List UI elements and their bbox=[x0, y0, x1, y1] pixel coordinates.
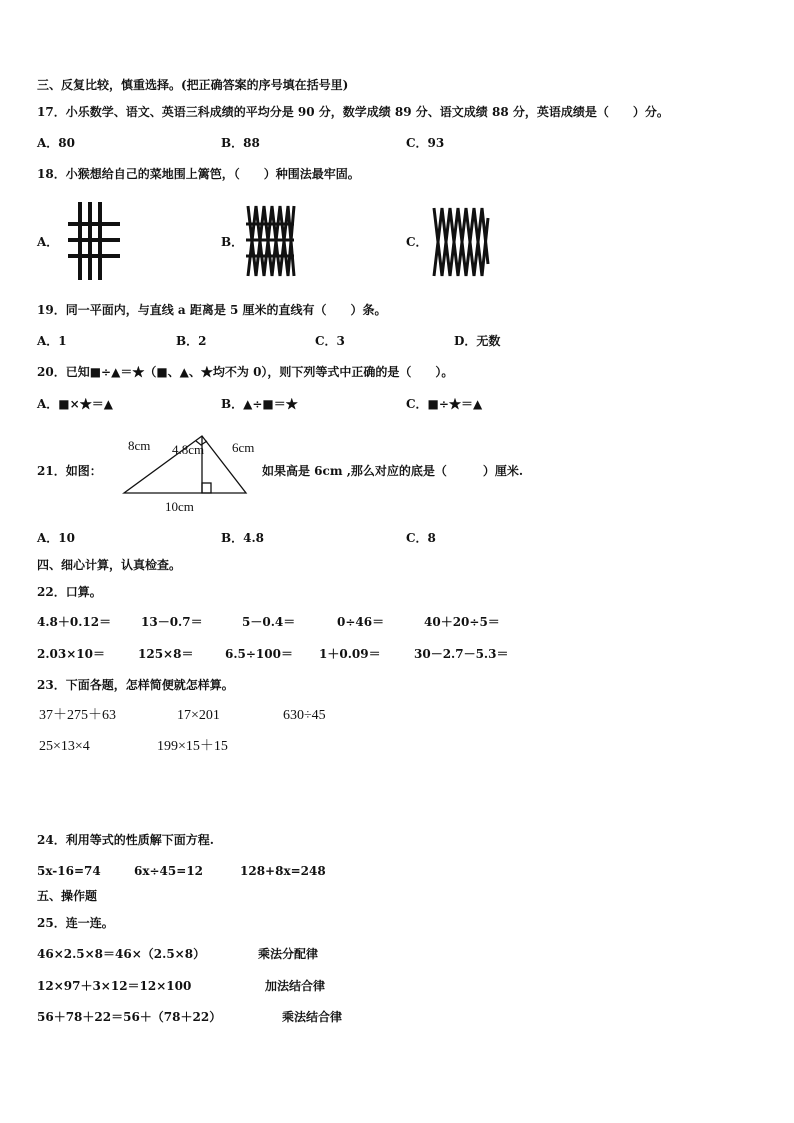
q23-item: 17×201 bbox=[177, 708, 220, 723]
q25-right-item: 乘法结合律 bbox=[282, 1010, 343, 1024]
q20-option-b: B．▲÷■＝★ bbox=[221, 397, 298, 411]
q20-option-c: C．■÷★＝▲ bbox=[406, 397, 483, 411]
triangle-base-label: 10cm bbox=[165, 499, 194, 514]
q25-right-item: 乘法分配律 bbox=[258, 947, 319, 961]
section3-heading: 三、反复比较，慎重选择。(把正确答案的序号填在括号里) bbox=[37, 78, 349, 92]
q24-title: 24．利用等式的性质解下面方程. bbox=[37, 833, 214, 847]
q22-item: 2.03×10＝ bbox=[37, 647, 105, 661]
q20-stem: 20．已知■÷▲＝★（■、▲、★均不为 0），则下列等式中正确的是（ ）。 bbox=[37, 365, 454, 379]
q22-item: 4.8＋0.12＝ bbox=[37, 615, 112, 629]
q18-option-a: A． bbox=[37, 235, 59, 249]
q25-right-item: 加法结合律 bbox=[265, 979, 326, 993]
q21-option-a: A．10 bbox=[37, 531, 76, 545]
q20-option-a: A．■×★＝▲ bbox=[37, 397, 113, 411]
q22-item: 125×8＝ bbox=[138, 647, 194, 661]
q18-stem: 18．小猴想给自己的菜地围上篱笆，（ ）种围法最牢固。 bbox=[37, 167, 360, 181]
fence-grid-image bbox=[62, 200, 124, 282]
q17-option-a: A．80 bbox=[37, 136, 76, 150]
q21-option-b: B．4.8 bbox=[221, 531, 265, 545]
q25-left-item: 56＋78＋22＝56＋（78＋22） bbox=[37, 1010, 222, 1024]
q23-title: 23．下面各题，怎样简便就怎样算。 bbox=[37, 678, 234, 692]
q25-left-item: 46×2.5×8＝46×（2.5×8） bbox=[37, 947, 206, 961]
q21-option-c: C．8 bbox=[406, 531, 436, 545]
q22-item: 6.5÷100＝ bbox=[225, 647, 293, 661]
q21-prefix: 21．如图： bbox=[37, 464, 102, 478]
q17-stem: 17．小乐数学、语文、英语三科成绩的平均分是 90 分，数学成绩 89 分、语文成绩 88 分，英语成绩是（ ）分。 bbox=[37, 105, 669, 119]
q24-item: 5x-16=74 bbox=[37, 864, 101, 878]
q22-item: 30－2.7－5.3＝ bbox=[414, 647, 509, 661]
q25-title: 25．连一连。 bbox=[37, 916, 114, 930]
q25-left-item: 12×97＋3×12＝12×100 bbox=[37, 979, 192, 993]
q22-title: 22．口算。 bbox=[37, 585, 102, 599]
q17-option-c: C．93 bbox=[406, 136, 445, 150]
q19-option-c: C．3 bbox=[315, 334, 345, 348]
q18-option-b: B． bbox=[221, 235, 244, 249]
q19-stem: 19．同一平面内，与直线 a 距离是 5 厘米的直线有（ ）条。 bbox=[37, 303, 387, 317]
q23-item: 25×13×4 bbox=[39, 739, 90, 754]
q24-item: 128+8x=248 bbox=[240, 864, 326, 878]
triangle-height-label: 4.8cm bbox=[172, 442, 205, 457]
section4-heading: 四、细心计算，认真检查。 bbox=[37, 558, 182, 572]
q21-suffix: 如果高是 6cm ,那么对应的底是（ ）厘米. bbox=[262, 464, 524, 478]
section5-heading: 五、操作题 bbox=[37, 889, 98, 903]
q18-option-c: C． bbox=[406, 235, 428, 249]
q19-option-a: A．1 bbox=[37, 334, 67, 348]
q23-item: 630÷45 bbox=[283, 708, 326, 723]
q23-item: 37＋275＋63 bbox=[39, 708, 116, 723]
q23-item: 199×15＋15 bbox=[157, 739, 228, 754]
q22-item: 13－0.7＝ bbox=[141, 615, 203, 629]
q24-item: 6x÷45=12 bbox=[134, 864, 204, 878]
triangle-left-side-label: 8cm bbox=[128, 438, 151, 453]
fence-cross-grid-image bbox=[244, 202, 296, 280]
q19-option-b: B．2 bbox=[176, 334, 207, 348]
q19-option-d: D．无数 bbox=[454, 334, 501, 348]
q22-item: 5－0.4＝ bbox=[242, 615, 296, 629]
q22-item: 40＋20÷5＝ bbox=[424, 615, 500, 629]
fence-diagonal-image bbox=[430, 204, 492, 280]
q22-item: 0÷46＝ bbox=[337, 615, 385, 629]
q22-item: 1＋0.09＝ bbox=[319, 647, 381, 661]
triangle-right-side-label: 6cm bbox=[232, 440, 255, 455]
q17-option-b: B．88 bbox=[221, 136, 260, 150]
